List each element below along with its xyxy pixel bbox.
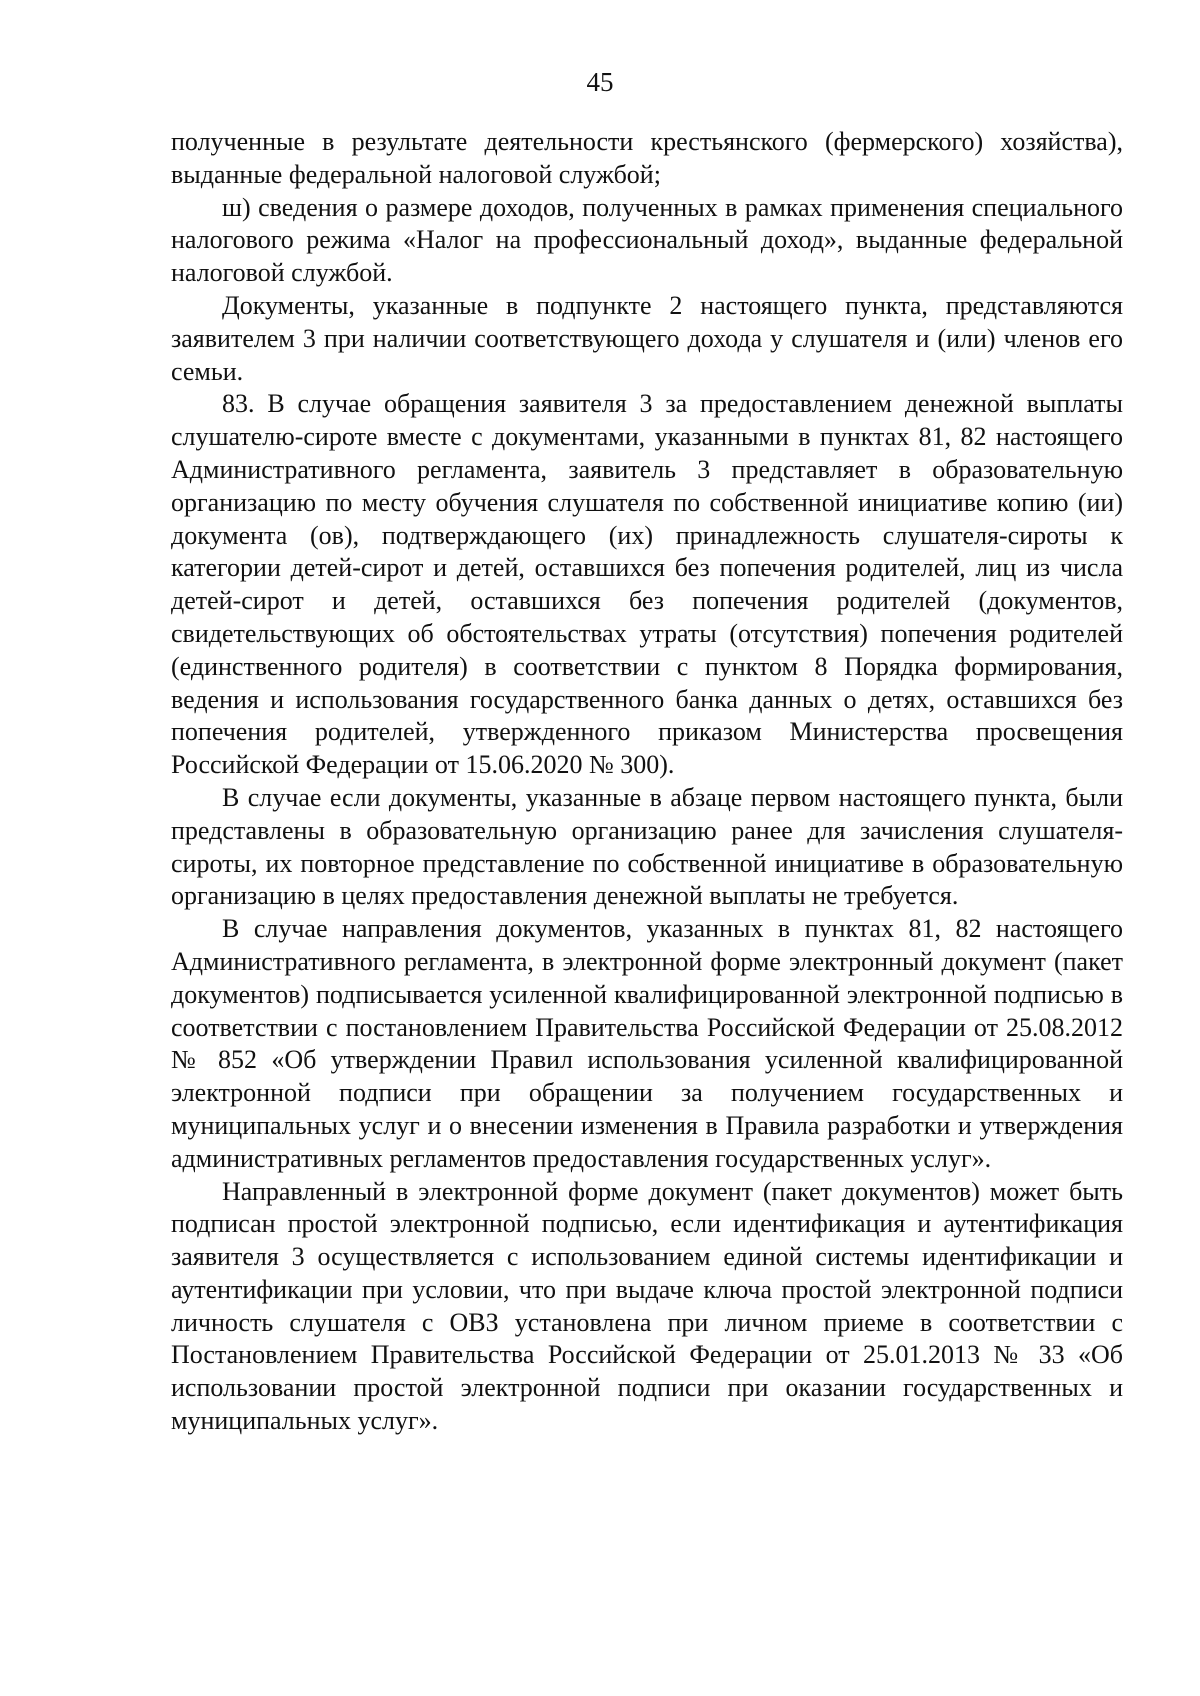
paragraph-sh-income-info: ш) сведения о размере доходов, полученных в рамках применения специального налогового режима «Налог на профессиональный доход», выданные федеральной налоговой службой.	[171, 192, 1123, 288]
paragraph-repeat-submission: В случае если документы, указанные в абзаце первом настоящего пункта, были представлены в образовательную организацию ранее для зачисления слушателя-сироты, их повторное представление по собственной инициативе в образовательную организацию в целях предоставления денежной выплаты не требуется.	[171, 782, 1123, 911]
page-number: 45	[586, 67, 614, 97]
document-body	[171, 126, 1123, 1438]
paragraph-electronic-signature: В случае направления документов, указанных в пунктах 81, 82 настоящего Административного регламента, в электронной форме электронный документ (пакет документов) подписывается усиленной квалифицированной электронной подписью в соответствии с постановлением Правительства Российской Федерации от 25.08.2012 № 852 «Об утверждении Правил использования усиленной квалифицированной электронной подписи при обращении за получением государственных и муниципальных услуг и о внесении изменения в Правила разработки и утверждения административных регламентов предоставления государственных услуг».	[171, 914, 1123, 1173]
paragraph-documents-submission: Документы, указанные в подпункте 2 настоящего пункта, представляются заявителем 3 при наличии соответствующего дохода у слушателя и (или) членов его семьи.	[171, 290, 1123, 386]
paragraph-simple-signature: Направленный в электронной форме документ (пакет документов) может быть подписан простой электронной подписью, если идентификация и аутентификация заявителя 3 осуществляется с использованием единой системы идентификации и аутентификации при условии, что при выдаче ключа простой электронной подписи личность слушателя с ОВЗ установлена при личном приеме в соответствии с Постановлением Правительства Российской Федерации от 25.01.2013 № 33 «Об использовании простой электронной подписи при оказании государственных и муниципальных услуг».	[171, 1176, 1123, 1436]
paragraph-continuation: полученные в результате деятельности крестьянского (фермерского) хозяйства), выданные федеральной налоговой службой;	[171, 127, 1123, 189]
paragraph-83-orphan-payment: 83. В случае обращения заявителя 3 за предоставлением денежной выплаты слушателю-сироте вместе с документами, указанными в пунктах 81, 82 настоящего Административного регламента, заявитель 3 представляет в образовательную организацию по месту обучения слушателя по собственной инициативе копию (ии) документа (ов), подтверждающего (их) принадлежность слушателя-сироты к категории детей-сирот и детей, оставшихся без попечения родителей, лиц из числа детей-сирот и детей, оставшихся без попечения родителей (документов, свидетельствующих об обстоятельствах утраты (отсутствия) попечения родителей (единственного родителя) в соответствии с пунктом 8 Порядка формирования, ведения и использования государственного банка данных о детях, оставшихся без попечения родителей, утвержденного приказом Министерства просвещения Российской Федерации от 15.06.2020 № 300).	[171, 389, 1123, 780]
